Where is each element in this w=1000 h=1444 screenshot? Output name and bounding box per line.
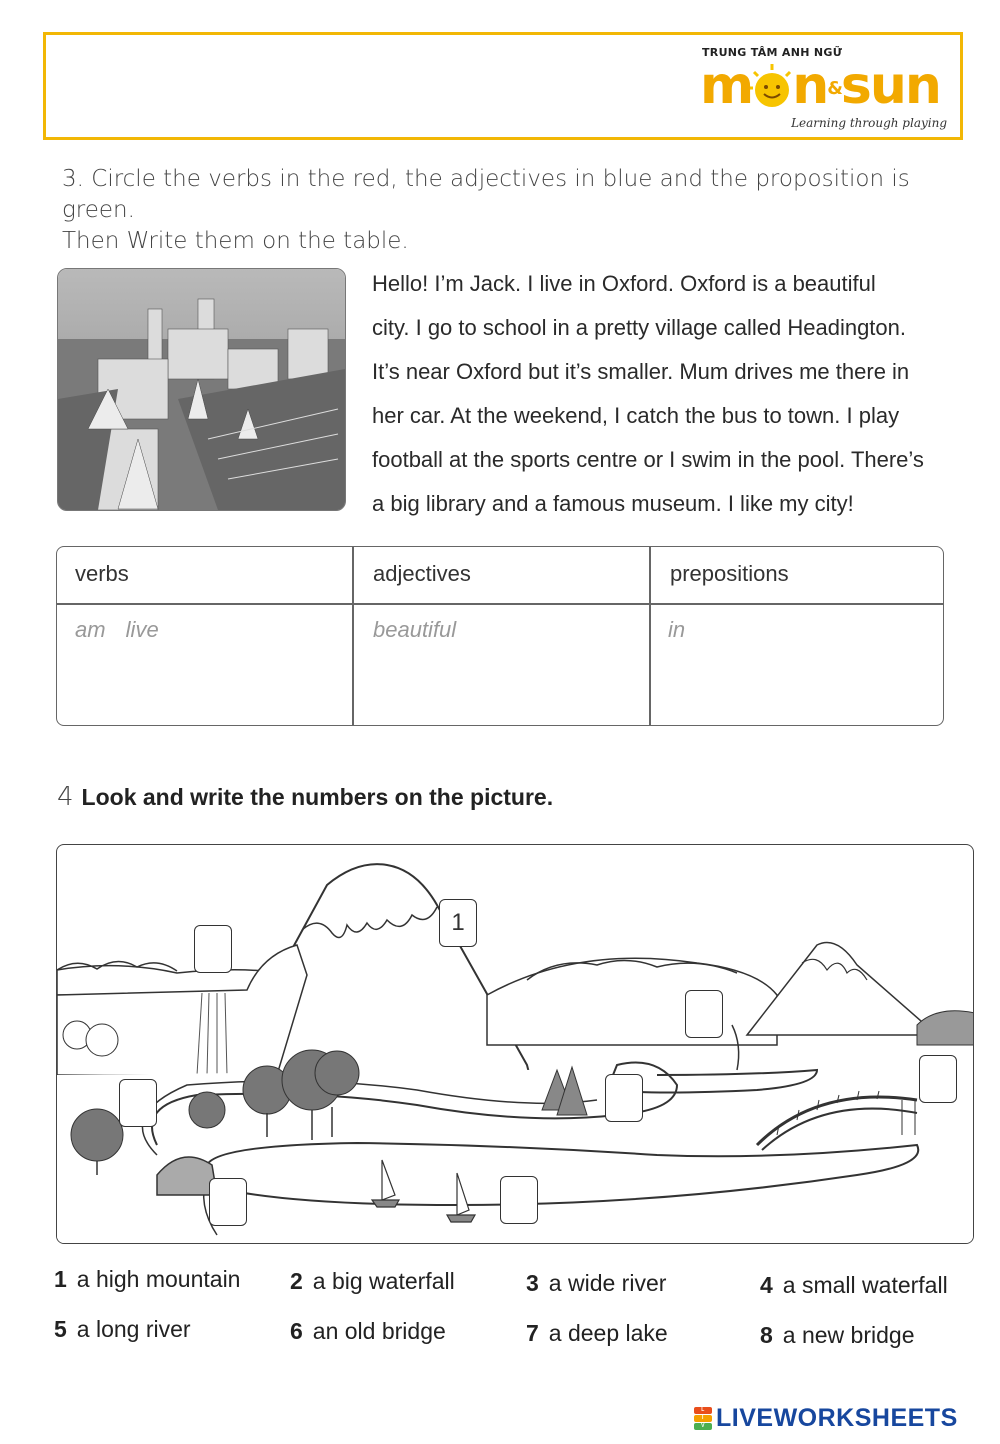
table-divider xyxy=(352,547,354,725)
story-line: her car. At the weekend, I catch the bus to town. I play xyxy=(372,403,900,428)
vocab-item: 3 a wide river xyxy=(526,1270,667,1296)
logo-top-text: TRUNG TÂM ANH NGỮ xyxy=(702,46,843,59)
oxford-photo xyxy=(57,268,346,511)
logo-brand: m n&sun xyxy=(700,56,940,116)
word-table xyxy=(56,546,944,726)
table-divider xyxy=(649,547,651,725)
answer-box[interactable] xyxy=(685,990,723,1038)
answer-box[interactable] xyxy=(209,1178,247,1226)
story-line: Hello! I’m Jack. I live in Oxford. Oxford is a beautiful xyxy=(372,271,876,296)
answer-box[interactable] xyxy=(919,1055,957,1103)
instruction-line-1: 3. Circle the verbs in the red, the adjectives in blue and the proposition is green. xyxy=(62,166,910,223)
story-line: football at the sports centre or I swim in the pool. There’s xyxy=(372,447,924,472)
answer-box-filled[interactable]: 1 xyxy=(439,899,477,947)
verbs-cell[interactable]: am live xyxy=(75,617,159,642)
answer-box[interactable] xyxy=(500,1176,538,1224)
vocab-item: 7 a deep lake xyxy=(526,1320,668,1346)
story-line: It’s near Oxford but it’s smaller. Mum drives me there in xyxy=(372,359,910,384)
answer-box[interactable] xyxy=(194,925,232,973)
answer-box[interactable] xyxy=(119,1079,157,1127)
table-header-prepositions: prepositions xyxy=(670,561,789,586)
vocab-item: 5 a long river xyxy=(54,1316,191,1342)
logo-tagline: Learning through playing xyxy=(791,116,947,130)
adjectives-cell[interactable]: beautiful xyxy=(373,617,457,642)
prepositions-cell[interactable]: in xyxy=(668,617,686,642)
vocab-item: 1 a high mountain xyxy=(54,1266,241,1292)
exercise4-title: Look and write the numbers on the picture. xyxy=(81,784,554,810)
answer-box[interactable] xyxy=(605,1074,643,1122)
instruction-line-2: Then Write them on the table. xyxy=(62,228,409,254)
landscape-picture xyxy=(56,844,974,1244)
monsun-logo xyxy=(700,40,955,138)
table-header-adjectives: adjectives xyxy=(373,561,471,586)
story-line: a big library and a famous museum. I like my city! xyxy=(372,491,854,516)
story-line: city. I go to school in a pretty village called Headington. xyxy=(372,315,907,340)
table-header-verbs: verbs xyxy=(75,561,129,586)
story-paragraph xyxy=(372,262,962,526)
table-header-line xyxy=(57,603,943,605)
exercise4-heading xyxy=(57,782,553,812)
vocab-item: 6 an old bridge xyxy=(290,1318,446,1344)
exercise3-instructions xyxy=(62,164,962,257)
liveworksheets-text: LIVEWORKSHEETS xyxy=(716,1404,958,1432)
vocab-item: 8 a new bridge xyxy=(760,1322,915,1348)
liveworksheets-icon: L I V xyxy=(694,1407,712,1431)
liveworksheets-logo xyxy=(694,1404,958,1433)
exercise4-number: 4 xyxy=(57,782,74,812)
vocab-item: 4 a small waterfall xyxy=(760,1272,948,1298)
vocab-item: 2 a big waterfall xyxy=(290,1268,455,1294)
